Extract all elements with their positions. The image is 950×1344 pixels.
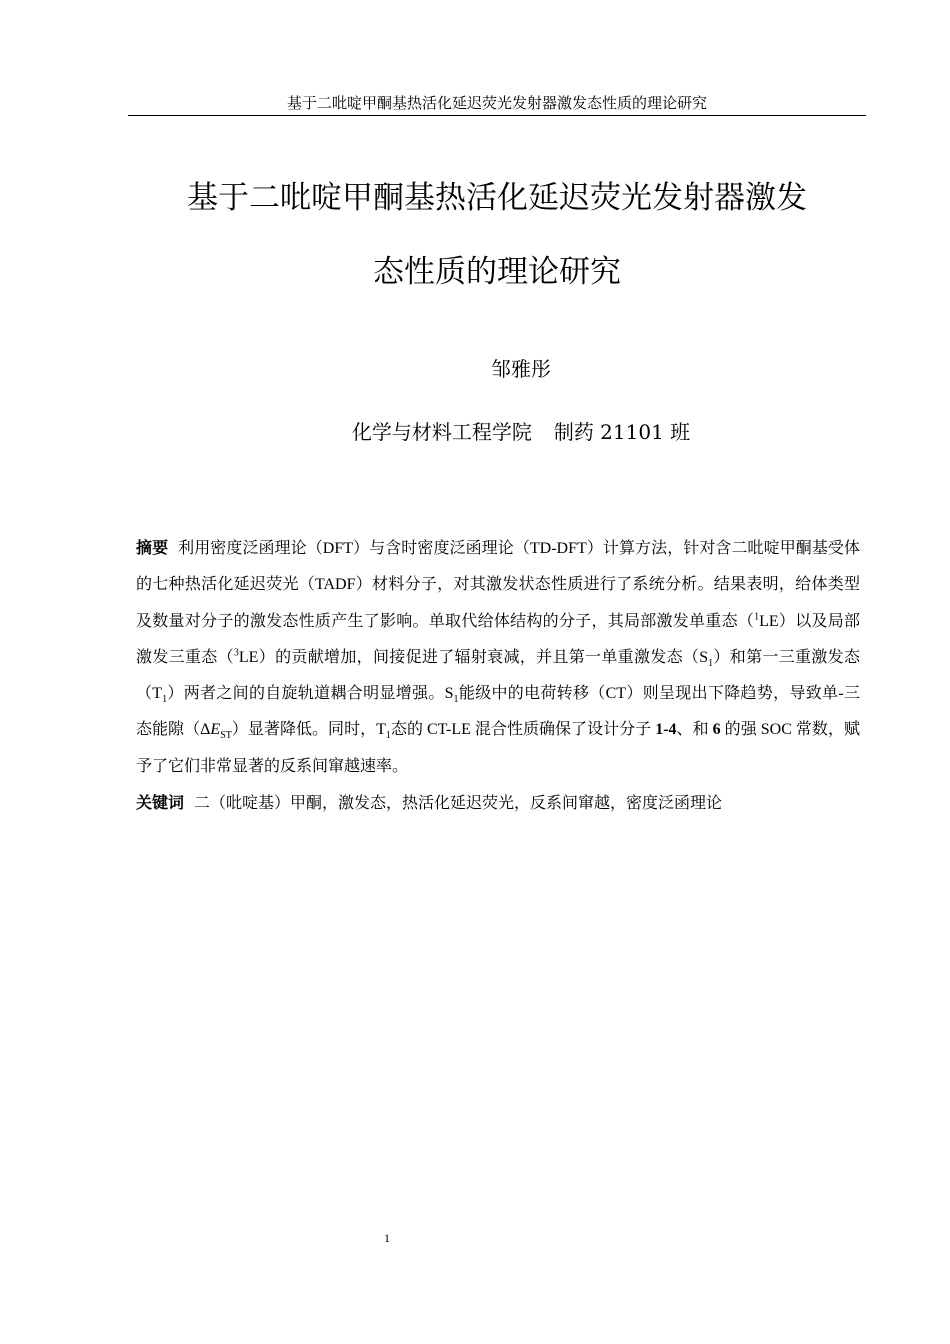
abstract-text: 利用密度泛函理论（DFT）与含时密度泛函理论（TD-DFT）计算方法，针对含二吡啶甲酮基受体的七种热活化延迟荧光（TADF）材料分子，对其激发状态性质进行了系统分析。结果表明，给体类型及数量对分子的激发态性质产生了影响。单取代给体结构的分子，其局部激发单重态（ [136,540,860,630]
subscript: 1 [453,694,459,706]
bold-compound-label: 6 [712,721,721,739]
abstract-label: 摘要 [136,538,169,557]
affiliation [128,418,914,446]
superscript: 1 [754,611,760,623]
bold-compound-label: 1-4 [655,721,677,739]
subscript: 1 [162,694,168,706]
header-rule [128,115,866,116]
subscript: 1 [385,730,391,742]
paper-title [128,161,866,309]
abstract-text: 的强 SOC 常数，赋予了它们非常显著的反系间窜越速率。 [136,721,860,775]
abstract-paragraph [136,530,860,785]
running-header: 基于二吡啶甲酮基热活化延迟荧光发射器激发态性质的理论研究 [286,94,707,112]
page-number: 1 [384,1231,390,1245]
title-line-2: 态性质的理论研究 [373,253,621,290]
title-line-1: 基于二吡啶甲酮基热活化延迟荧光发射器激发 [187,179,807,216]
keywords-text: 二（吡啶基）甲酮，激发态，热活化延迟荧光，反系间窜越，密度泛函理论 [194,795,723,813]
abstract-text: 态的 CT-LE 混合性质确保了设计分子 [390,721,656,739]
abstract-section [136,530,860,822]
abstract-text: ）两者之间的自旋轨道耦合明显增强。S [167,685,454,703]
abstract-text: 、和 [676,721,713,739]
abstract-text: ）和第一三重激发态（T [136,648,860,703]
affiliation-class: 制药 21101 班 [553,420,691,444]
italic-symbol: E [210,721,221,739]
subscript: 1 [708,658,714,670]
abstract-text: ）显著降低。同时，T [231,721,386,739]
keywords-paragraph [136,785,860,822]
affiliation-school: 化学与材料工程学院 [351,420,532,444]
abstract-text: LE）以及局部激发三重态（ [136,612,860,666]
keywords-label: 关键词 [136,793,185,813]
subscript: ST [220,730,232,742]
abstract-text: 能级中的电荷转移（CT）则呈现出下降趋势，导致单-三态能隙（Δ [136,685,860,739]
author-name: 邹雅彤 [491,357,551,381]
superscript: 3 [233,647,239,659]
abstract-text: LE）的贡献增加，间接促进了辐射衰减，并且第一单重激发态（S [238,648,709,666]
